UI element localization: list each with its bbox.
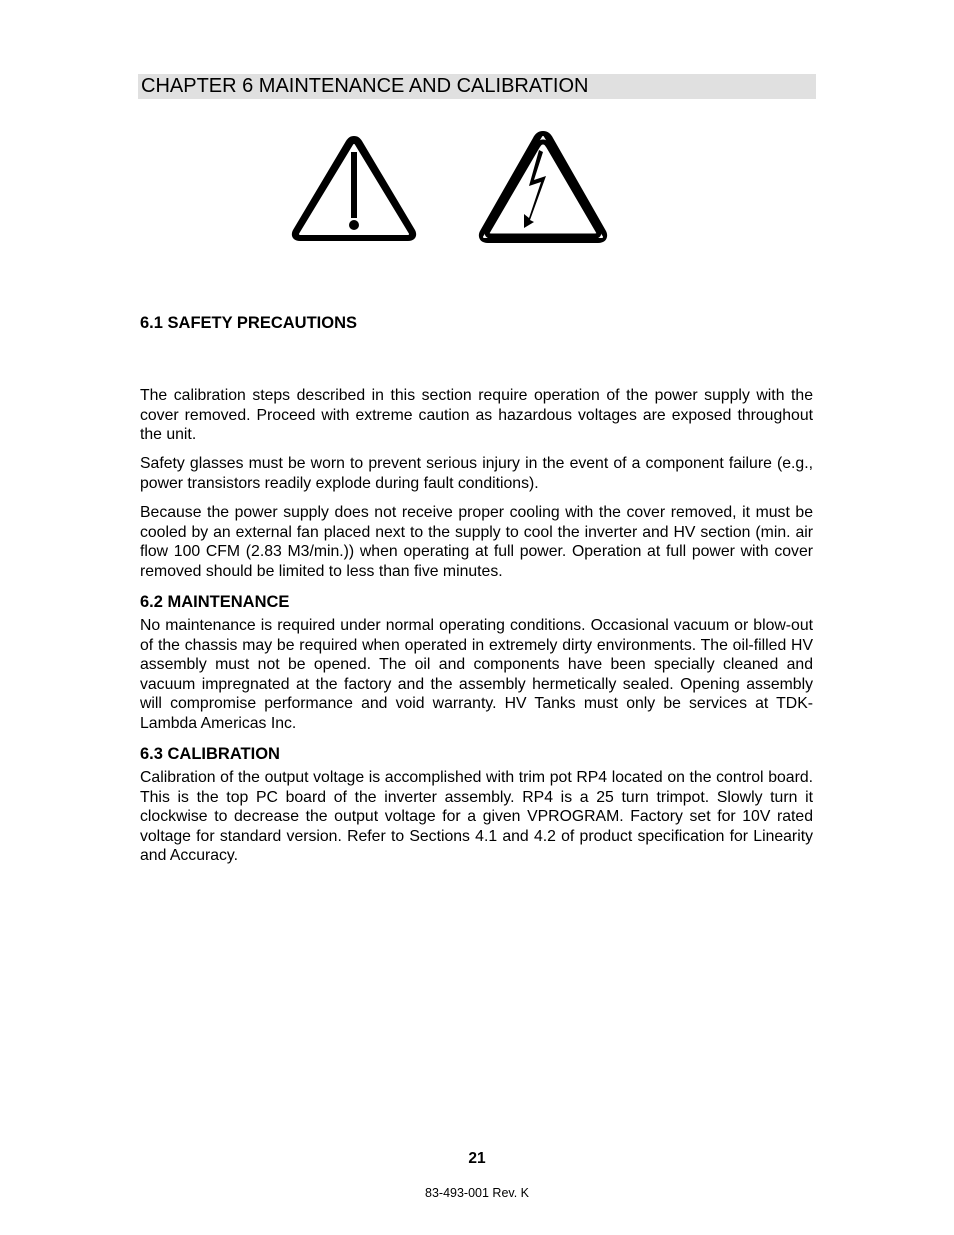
page-number: 21	[468, 1150, 486, 1167]
exclamation-warning-icon	[288, 130, 420, 246]
safety-paragraph-1: The calibration steps described in this section require operation of the power supply with the cover removed. Proceed with extreme caution as hazardous voltages are exposed throughout the unit.	[140, 387, 813, 444]
safety-paragraph-3: Because the power supply does not receive proper cooling with the cover removed, it must be cooled by an external fan placed next to the supply to cool the inverter and HV section (min. air flow 100 CFM (2.83 M3/min.)) when operating at full power. Operation at full power with cover removed should be limited to less than five minutes.	[140, 504, 813, 580]
section-heading-calibration: 6.3 CALIBRATION	[140, 745, 280, 763]
maintenance-paragraph: No maintenance is required under normal operating conditions. Occasional vacuum or blow-out of the chassis may be required when operated in extremely dirty environments. The oil-filled HV assembly must not be opened. The oil and components have been specially cleaned and vacuum impregnated at the factory and the assembly hermetically sealed. Opening assembly will compromise performance and void warranty. HV Tanks must only be services at TDK-Lambda Americas Inc.	[140, 617, 813, 732]
chapter-header	[138, 74, 816, 99]
high-voltage-warning-icon	[477, 130, 609, 246]
document-number: 83-493-001 Rev. K	[425, 1186, 529, 1200]
calibration-paragraph: Calibration of the output voltage is accomplished with trim pot RP4 located on the control board. This is the top PC board of the inverter assembly. RP4 is a 25 turn trimpot. Slowly turn it clockwise to decrease the output voltage for a given VPROGRAM. Factory set for 10V rated voltage for standard version. Refer to Sections 4.1 and 4.2 of product specification for Linearity and Accuracy.	[140, 769, 813, 865]
safety-paragraph-2: Safety glasses must be worn to prevent serious injury in the event of a component failure (e.g., power transistors readily explode during fault conditions).	[140, 455, 813, 492]
section-heading-maintenance: 6.2 MAINTENANCE	[140, 593, 290, 611]
section-heading-safety: 6.1 SAFETY PRECAUTIONS	[140, 314, 357, 332]
chapter-title: CHAPTER 6 MAINTENANCE AND CALIBRATION	[141, 75, 589, 97]
